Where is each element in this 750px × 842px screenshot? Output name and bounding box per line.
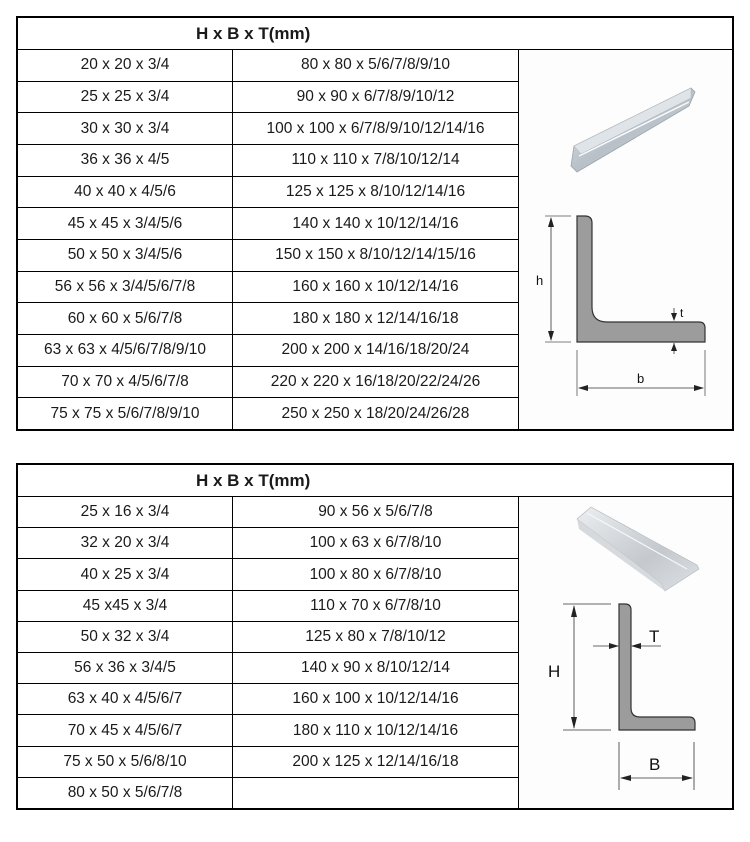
- l-section-drawing: [548, 604, 695, 790]
- table-cell: 140 x 140 x 10/12/14/16: [233, 208, 518, 240]
- table-cell: 100 x 63 x 6/7/8/10: [233, 528, 518, 559]
- left-size-column: [18, 497, 233, 808]
- table-cell: 220 x 220 x 16/18/20/22/24/26: [233, 367, 518, 399]
- table-cell: 70 x 70 x 4/5/6/7/8: [18, 367, 232, 399]
- table-cell: 100 x 100 x 6/7/8/9/10/12/14/16: [233, 113, 518, 145]
- table-cell: 50 x 32 x 3/4: [18, 622, 232, 653]
- table-cell: 45 x45 x 3/4: [18, 591, 232, 622]
- table-body: [18, 50, 732, 429]
- table-cell: 80 x 50 x 5/6/7/8: [67, 783, 183, 801]
- table-cell: 160 x 100 x 10/12/14/16: [233, 684, 518, 715]
- unequal-angle-diagram: [519, 497, 733, 809]
- left-size-column: [18, 50, 233, 429]
- diagram-column: [519, 50, 732, 429]
- right-size-column: [233, 50, 519, 429]
- table-cell: 25 x 16 x 3/4: [18, 497, 232, 528]
- table-cell: 125 x 80 x 7/8/10/12: [233, 622, 518, 653]
- table-body: [18, 497, 732, 808]
- table-cell: [233, 778, 518, 808]
- width-label: b: [637, 371, 645, 386]
- table-cell: 40 x 40 x 4/5/6: [18, 177, 232, 209]
- table-cell: 63 x 40 x 4/5/6/7: [18, 684, 232, 715]
- table-cell: 45 x 45 x 3/4/5/6: [18, 208, 232, 240]
- table-cell: 30 x 30 x 3/4: [18, 113, 232, 145]
- table-header-title: H x B x T(mm): [18, 18, 732, 50]
- table-cell: 75 x 75 x 5/6/7/8/9/10: [50, 404, 200, 422]
- table-cell: 56 x 56 x 3/4/5/6/7/8: [18, 272, 232, 304]
- table-cell: 75 x 50 x 5/6/8/10: [18, 747, 232, 778]
- l-section-drawing: [536, 216, 705, 396]
- diagram-column: [519, 497, 732, 808]
- table-cell: 36 x 36 x 4/5: [18, 145, 232, 177]
- height-label: h: [536, 273, 544, 288]
- table-cell: 50 x 50 x 3/4/5/6: [18, 240, 232, 272]
- thickness-label: T: [649, 627, 660, 646]
- unequal-angle-spec-table: [16, 463, 734, 810]
- table-cell: 200 x 125 x 12/14/16/18: [233, 747, 518, 778]
- equal-angle-diagram: [519, 50, 733, 430]
- table-cell: 110 x 70 x 6/7/8/10: [233, 591, 518, 622]
- table-cell: 90 x 56 x 5/6/7/8: [233, 497, 518, 528]
- table-header-title: H x B x T(mm): [18, 465, 732, 497]
- table-cell: 180 x 110 x 10/12/14/16: [233, 715, 518, 746]
- right-size-column: [233, 497, 519, 808]
- table-cell: 125 x 125 x 8/10/12/14/16: [233, 177, 518, 209]
- table-cell: 110 x 110 x 7/8/10/12/14: [233, 145, 518, 177]
- table-cell: 60 x 60 x 5/6/7/8: [18, 303, 232, 335]
- table-cell: 70 x 45 x 4/5/6/7: [18, 715, 232, 746]
- table-cell: 20 x 20 x 3/4: [18, 50, 232, 82]
- table-cell: 200 x 200 x 14/16/18/20/24: [233, 335, 518, 367]
- table-cell: 80 x 80 x 5/6/7/8/9/10: [233, 50, 518, 82]
- table-cell: 140 x 90 x 8/10/12/14: [233, 653, 518, 684]
- table-cell: 25 x 25 x 3/4: [18, 82, 232, 114]
- table-cell: 32 x 20 x 3/4: [18, 528, 232, 559]
- steel-angle-bar-illustration: [571, 88, 695, 172]
- table-cell: 40 x 25 x 3/4: [18, 559, 232, 590]
- equal-angle-spec-table: [16, 16, 734, 431]
- steel-angle-bar-illustration: [577, 507, 699, 591]
- table-cell: 90 x 90 x 6/7/8/9/10/12: [233, 82, 518, 114]
- table-cell: 180 x 180 x 12/14/16/18: [233, 303, 518, 335]
- table-cell: 160 x 160 x 10/12/14/16: [233, 272, 518, 304]
- table-cell: 56 x 36 x 3/4/5: [18, 653, 232, 684]
- height-label: H: [548, 662, 561, 681]
- width-label: B: [649, 755, 661, 774]
- table-cell: 150 x 150 x 8/10/12/14/15/16: [233, 240, 518, 272]
- table-cell: 100 x 80 x 6/7/8/10: [233, 559, 518, 590]
- thickness-label: t: [680, 306, 684, 320]
- table-cell: 250 x 250 x 18/20/24/26/28: [281, 404, 470, 422]
- table-cell: 63 x 63 x 4/5/6/7/8/9/10: [18, 335, 232, 367]
